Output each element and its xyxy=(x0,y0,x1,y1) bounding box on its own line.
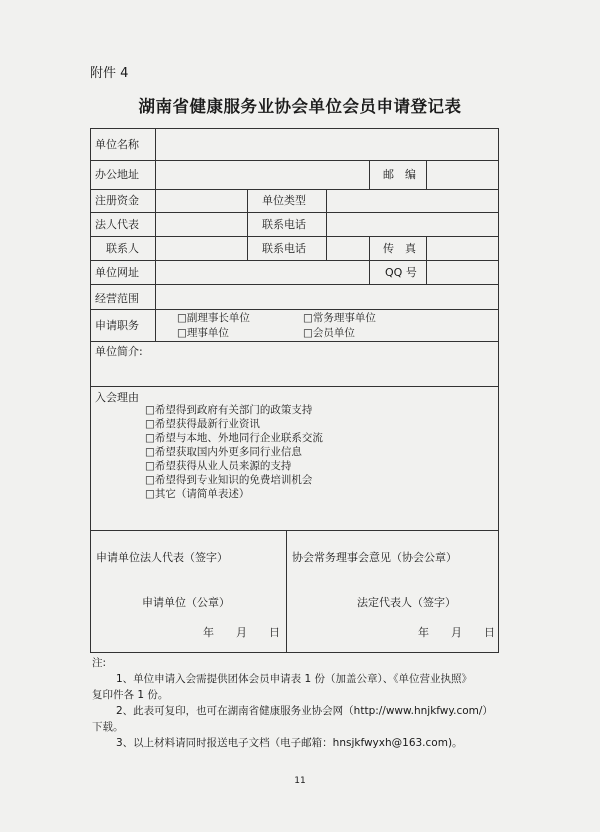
reason-industry-news[interactable]: □希望获得最新行业资讯 xyxy=(145,418,260,430)
row-line xyxy=(90,189,499,190)
col-line xyxy=(247,189,248,260)
table-border-bottom xyxy=(90,652,499,653)
label-contact-phone-2: 联系电话 xyxy=(262,242,306,255)
form-title: 湖南省健康服务业协会单位会员申请登记表 xyxy=(138,97,462,116)
reason-free-training[interactable]: □希望得到专业知识的免费培训机会 xyxy=(145,474,313,486)
page-number: 11 xyxy=(294,776,306,786)
right-date-month: 月 xyxy=(451,626,462,639)
note-3: 3、以上材料请同时报送电子文档（电子邮箱：hnsjkfwyxh@163.com)。 xyxy=(116,737,463,749)
label-fax: 传 真 xyxy=(383,242,416,255)
right-sign-title: 协会常务理事会意见（协会公章） xyxy=(292,551,457,564)
col-line xyxy=(426,160,427,189)
label-qq: QQ 号 xyxy=(385,266,417,279)
right-date-day: 日 xyxy=(484,626,495,639)
row-line xyxy=(90,160,499,161)
table-border-left xyxy=(90,128,91,653)
label-office-address: 办公地址 xyxy=(95,168,139,181)
option-director[interactable]: □理事单位 xyxy=(177,327,229,339)
note-1: 1、单位申请入会需提供团体会员申请表 1 份（加盖公章）、《单位营业执照》 xyxy=(116,673,473,685)
col-line xyxy=(326,189,327,260)
right-date-year: 年 xyxy=(418,626,429,639)
label-unit-name: 单位名称 xyxy=(95,138,139,151)
label-legal-rep: 法人代表 xyxy=(95,218,139,231)
note-1-cont: 复印件各 1 份。 xyxy=(92,689,169,701)
option-executive-director[interactable]: □常务理事单位 xyxy=(303,312,376,324)
label-apply-position: 申请职务 xyxy=(95,319,139,332)
notes-label: 注: xyxy=(92,657,107,669)
left-date-day: 日 xyxy=(269,626,280,639)
option-vice-chairman[interactable]: □副理事长单位 xyxy=(177,312,250,324)
row-line xyxy=(90,341,499,342)
left-sign-unit: 申请单位（公章） xyxy=(142,596,230,609)
row-line xyxy=(90,260,499,261)
col-line xyxy=(155,128,156,341)
reason-other[interactable]: □其它（请简单表述） xyxy=(145,488,250,500)
label-contact-person: 联系人 xyxy=(106,242,139,255)
attachment-label: 附件 4 xyxy=(90,66,129,81)
label-contact-phone-1: 联系电话 xyxy=(262,218,306,231)
col-line xyxy=(369,160,370,189)
row-line xyxy=(90,530,499,531)
reason-policy-support[interactable]: □希望得到政府有关部门的政策支持 xyxy=(145,404,313,416)
left-date-month: 月 xyxy=(236,626,247,639)
label-website: 单位网址 xyxy=(95,266,139,279)
col-line xyxy=(426,236,427,284)
note-2: 2、此表可复印，也可在湖南省健康服务业协会网（http://www.hnjkfwy.com/） xyxy=(116,705,493,717)
left-date-year: 年 xyxy=(203,626,214,639)
table-border-right xyxy=(498,128,499,653)
row-line xyxy=(90,212,499,213)
row-line xyxy=(90,236,499,237)
col-line xyxy=(369,236,370,284)
label-business-scope: 经营范围 xyxy=(95,292,139,305)
reason-peer-exchange[interactable]: □希望与本地、外地同行企业联系交流 xyxy=(145,432,323,444)
row-line xyxy=(90,284,499,285)
label-unit-type: 单位类型 xyxy=(262,194,306,207)
row-line xyxy=(90,386,499,387)
row-line xyxy=(90,309,499,310)
label-join-reason: 入会理由 xyxy=(95,391,139,404)
reason-industry-info[interactable]: □希望获取国内外更多同行业信息 xyxy=(145,446,302,458)
col-line xyxy=(286,530,287,652)
right-sign-rep: 法定代表人（签字） xyxy=(357,596,456,609)
label-postcode: 邮 编 xyxy=(383,168,416,181)
label-registered-capital: 注册资金 xyxy=(95,194,139,207)
table-border-top xyxy=(90,128,499,129)
reason-staff-support[interactable]: □希望获得从业人员来源的支持 xyxy=(145,460,292,472)
option-member[interactable]: □会员单位 xyxy=(303,327,355,339)
left-sign-title: 申请单位法人代表（签字） xyxy=(96,551,228,564)
note-2-cont: 下载。 xyxy=(92,721,124,733)
label-unit-intro: 单位简介: xyxy=(95,345,143,358)
